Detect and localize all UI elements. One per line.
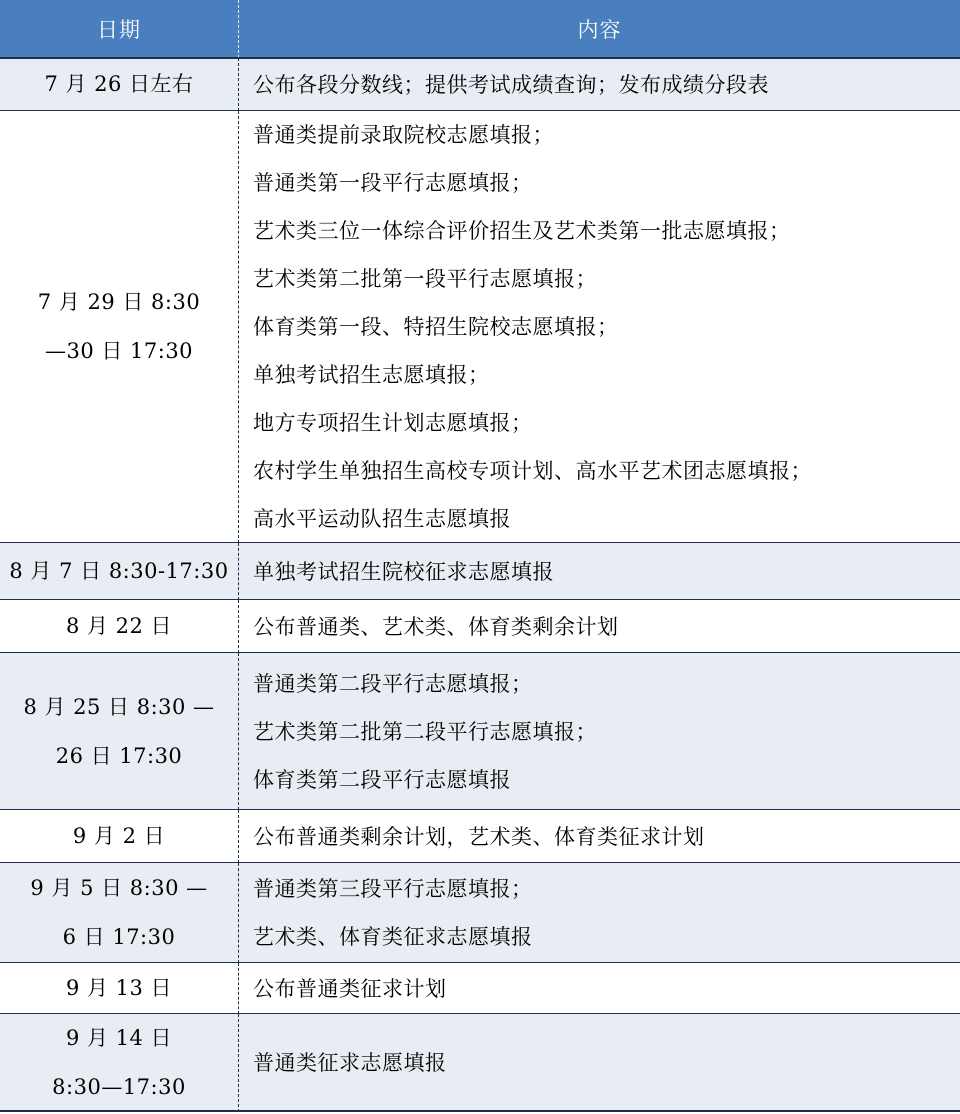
table-row <box>0 111 960 543</box>
column-header-content <box>239 0 960 58</box>
table-row <box>0 543 960 600</box>
content-cell <box>239 963 960 1014</box>
content-text: 公布普通类剩余计划，艺术类、体育类征求计划 <box>253 824 705 849</box>
content-cell <box>239 863 960 963</box>
content-text: 公布普通类、艺术类、体育类剩余计划 <box>253 614 619 639</box>
content-text: 单独考试招生志愿填报； <box>253 363 490 387</box>
date-cell <box>0 810 239 863</box>
date-text: 9 月 5 日 8:30 — <box>30 876 208 900</box>
column-header-date-label: 日期 <box>97 18 141 42</box>
table-row <box>0 810 960 863</box>
table-row <box>0 600 960 653</box>
table-row <box>0 863 960 963</box>
content-cell <box>239 600 960 653</box>
content-text: 单独考试招生院校征求志愿填报 <box>253 559 554 584</box>
content-cell <box>239 810 960 863</box>
content-text: 高水平运动队招生志愿填报 <box>253 507 511 531</box>
row-divider <box>0 862 960 863</box>
column-header-content-label: 内容 <box>577 18 622 42</box>
row-divider <box>0 962 960 963</box>
content-cell <box>239 58 960 111</box>
date-text: —30 日 17:30 <box>44 339 194 363</box>
content-text: 普通类第一段平行志愿填报； <box>253 171 533 195</box>
content-text: 艺术类三位一体综合评价招生及艺术类第一批志愿填报； <box>253 219 791 243</box>
row-divider <box>0 1110 960 1112</box>
date-cell <box>0 1014 239 1112</box>
date-text: 9 月 2 日 <box>72 824 166 848</box>
date-text: 8 月 22 日 <box>65 614 173 638</box>
table-row <box>0 653 960 810</box>
date-text: 7 月 29 日 8:30 <box>37 290 201 314</box>
content-cell <box>239 653 960 810</box>
content-text: 艺术类、体育类征求志愿填报 <box>253 925 533 949</box>
date-cell <box>0 111 239 543</box>
date-text: 8:30—17:30 <box>52 1075 186 1099</box>
date-text: 8 月 7 日 8:30-17:30 <box>9 559 229 583</box>
content-text: 普通类第二段平行志愿填报； <box>253 671 533 696</box>
date-cell <box>0 653 239 810</box>
table-row <box>0 963 960 1014</box>
content-text: 体育类第二段平行志愿填报 <box>253 767 511 792</box>
content-text: 普通类征求志愿填报 <box>253 1051 447 1075</box>
column-header-date <box>0 0 239 58</box>
date-text: 6 日 17:30 <box>62 925 176 949</box>
content-text: 地方专项招生计划志愿填报； <box>253 411 533 435</box>
row-divider <box>0 809 960 810</box>
date-text: 7 月 26 日左右 <box>44 72 194 96</box>
content-cell <box>239 543 960 600</box>
date-text: 9 月 14 日 <box>65 1026 173 1050</box>
date-text: 8 月 25 日 8:30 — <box>23 694 215 719</box>
content-text: 普通类第三段平行志愿填报； <box>253 877 533 901</box>
date-cell <box>0 863 239 963</box>
content-text: 公布各段分数线；提供考试成绩查询；发布成绩分段表 <box>253 72 769 97</box>
content-cell <box>239 111 960 543</box>
date-cell <box>0 58 239 111</box>
date-text: 9 月 13 日 <box>65 976 173 1000</box>
table-header <box>0 0 960 58</box>
row-divider <box>0 542 960 543</box>
date-cell <box>0 963 239 1014</box>
row-divider <box>0 652 960 653</box>
row-divider <box>0 599 960 600</box>
row-divider <box>0 1013 960 1014</box>
content-text: 艺术类第二批第二段平行志愿填报； <box>253 719 597 744</box>
table-row <box>0 58 960 111</box>
row-divider <box>0 57 960 59</box>
content-cell <box>239 1014 960 1112</box>
content-text: 公布普通类征求计划 <box>253 976 447 1001</box>
date-text: 26 日 17:30 <box>55 743 183 768</box>
content-text: 体育类第一段、特招生院校志愿填报； <box>253 315 619 339</box>
content-text: 艺术类第二批第一段平行志愿填报； <box>253 267 597 291</box>
content-text: 农村学生单独招生高校专项计划、高水平艺术团志愿填报； <box>253 459 812 483</box>
table-row <box>0 1014 960 1112</box>
content-text: 普通类提前录取院校志愿填报； <box>253 123 554 147</box>
date-cell <box>0 543 239 600</box>
row-divider <box>0 110 960 111</box>
date-cell <box>0 600 239 653</box>
